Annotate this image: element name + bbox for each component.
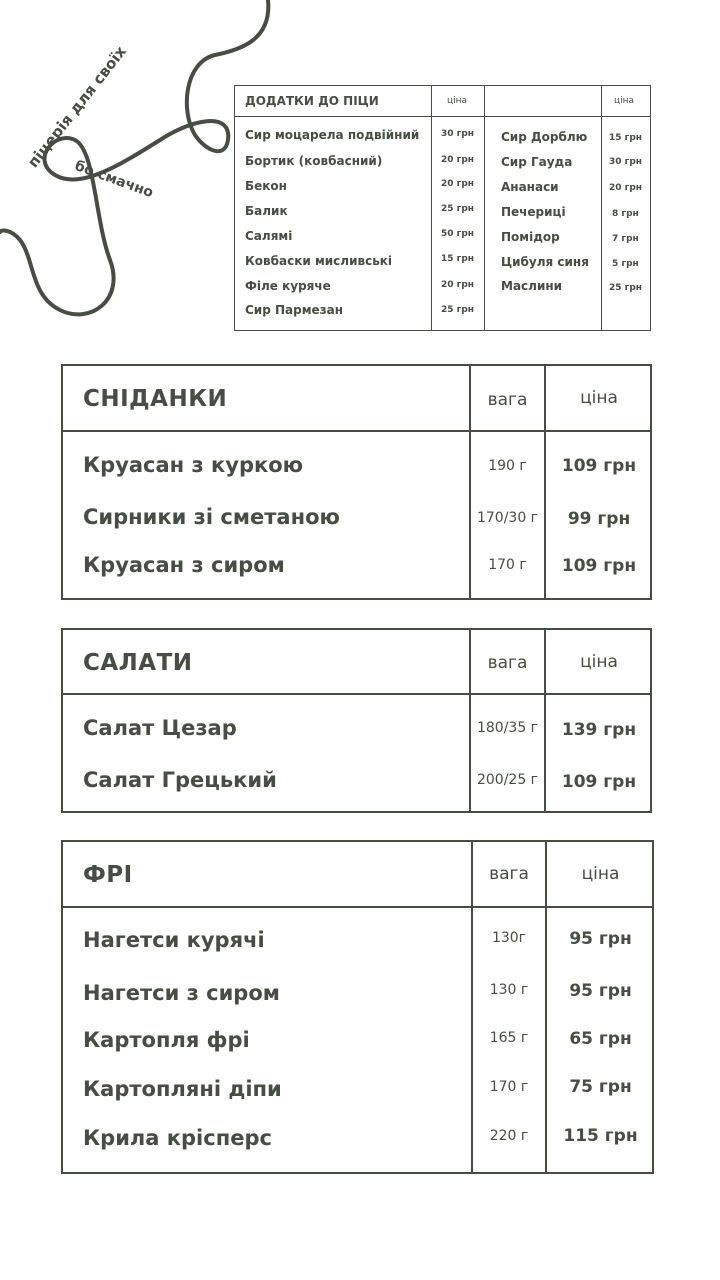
topping-price: 25 грн bbox=[441, 204, 475, 214]
topping-name: Ананаси bbox=[501, 180, 559, 194]
menu-item-price: 95 грн bbox=[569, 929, 632, 949]
topping-price: 15 грн bbox=[609, 133, 643, 143]
topping-name: Маслини bbox=[501, 279, 563, 293]
topping-price: 25 грн bbox=[441, 305, 475, 315]
weight-header: вага bbox=[487, 390, 528, 410]
menu-item-name: Картопляні діпи bbox=[83, 1077, 282, 1101]
topping-name: Сир Гауда bbox=[501, 155, 573, 169]
toppings-price-header: ціна bbox=[614, 96, 635, 106]
topping-price: 20 грн bbox=[609, 183, 643, 193]
divider bbox=[63, 430, 650, 432]
divider bbox=[545, 842, 547, 1172]
menu-item-name: Крила крісперс bbox=[83, 1126, 272, 1150]
menu-item-price: 109 грн bbox=[561, 556, 637, 576]
divider bbox=[484, 86, 485, 330]
topping-name: Сир моцарела подвійний bbox=[245, 128, 420, 142]
topping-name: Помідор bbox=[501, 230, 560, 244]
toppings-price-header: ціна bbox=[447, 96, 468, 106]
toppings-title: ДОДАТКИ ДО ПІЦИ bbox=[245, 94, 379, 108]
menu-item-name: Салат Цезар bbox=[83, 716, 237, 740]
toppings-table bbox=[234, 85, 651, 331]
divider bbox=[431, 86, 432, 330]
menu-item-name: Сирники зі сметаною bbox=[83, 505, 340, 529]
menu-item-price: 99 грн bbox=[567, 509, 631, 529]
menu-item-name: Круасан з куркою bbox=[83, 453, 304, 477]
price-header: ціна bbox=[581, 864, 620, 884]
topping-price: 20 грн bbox=[441, 179, 475, 189]
section-title: ФРІ bbox=[83, 862, 133, 888]
topping-name: Філе куряче bbox=[245, 279, 331, 293]
topping-name: Бортик (ковбасний) bbox=[245, 154, 383, 168]
topping-price: 7 грн bbox=[612, 234, 639, 244]
menu-item-price: 109 грн bbox=[561, 456, 637, 476]
topping-name: Салямі bbox=[245, 229, 293, 243]
section-breakfasts bbox=[61, 364, 652, 600]
menu-item-weight: 130 г bbox=[489, 982, 529, 998]
menu-item-weight: 220 г bbox=[489, 1128, 529, 1144]
topping-name: Ковбаски мисливські bbox=[245, 254, 393, 268]
menu-item-weight: 170 г bbox=[489, 1079, 529, 1095]
section-title: СНІДАНКИ bbox=[83, 386, 228, 412]
topping-price: 30 грн bbox=[441, 129, 475, 139]
topping-price: 30 грн bbox=[609, 157, 643, 167]
section-title: САЛАТИ bbox=[83, 650, 193, 676]
menu-item-price: 75 грн bbox=[569, 1077, 632, 1097]
menu-item-weight: 170 г bbox=[488, 557, 527, 573]
menu-item-weight: 170/30 г bbox=[476, 510, 539, 526]
topping-name: Сир Дорблю bbox=[501, 130, 588, 144]
weight-header: вага bbox=[489, 864, 529, 884]
divider bbox=[471, 842, 473, 1172]
menu-item-name: Картопля фрі bbox=[83, 1028, 250, 1052]
menu-item-name: Круасан з сиром bbox=[83, 553, 285, 577]
topping-price: 20 грн bbox=[441, 155, 475, 165]
topping-name: Бекон bbox=[245, 179, 287, 193]
topping-price: 20 грн bbox=[441, 280, 475, 290]
topping-name: Цибуля синя bbox=[501, 255, 589, 269]
topping-name: Печериці bbox=[501, 205, 566, 219]
divider bbox=[63, 693, 650, 695]
menu-item-price: 139 грн bbox=[561, 720, 637, 740]
price-header: ціна bbox=[580, 388, 618, 408]
topping-price: 50 грн bbox=[441, 229, 475, 239]
topping-name: Балик bbox=[245, 204, 288, 218]
menu-item-weight: 190 г bbox=[488, 458, 527, 474]
section-salads bbox=[61, 628, 652, 813]
menu-item-weight: 180/35 г bbox=[476, 720, 539, 736]
topping-name: Сир Пармезан bbox=[245, 303, 344, 317]
divider bbox=[235, 116, 650, 117]
menu-item-price: 115 грн bbox=[563, 1126, 638, 1146]
brand-tagline: піцерія для своїх bbox=[24, 42, 130, 172]
menu-item-price: 109 грн bbox=[561, 772, 637, 792]
weight-header: вага bbox=[487, 653, 528, 673]
topping-price: 8 грн bbox=[612, 209, 639, 219]
section-fries bbox=[61, 840, 654, 1174]
topping-price: 5 грн bbox=[612, 259, 639, 269]
menu-item-name: Нагетси курячі bbox=[83, 928, 265, 952]
menu-item-weight: 200/25 г bbox=[476, 772, 539, 788]
menu-item-weight: 130г bbox=[491, 930, 527, 946]
menu-item-price: 65 грн bbox=[569, 1029, 632, 1049]
price-header: ціна bbox=[580, 652, 618, 672]
menu-item-name: Салат Грецький bbox=[83, 768, 277, 792]
menu-item-price: 95 грн bbox=[569, 981, 632, 1001]
brand-slogan: бо смачно bbox=[72, 158, 156, 202]
topping-price: 25 грн bbox=[609, 283, 643, 293]
topping-price: 15 грн bbox=[441, 254, 475, 264]
divider bbox=[601, 86, 602, 330]
menu-item-name: Нагетси з сиром bbox=[83, 981, 280, 1005]
divider bbox=[63, 906, 652, 908]
menu-item-weight: 165 г bbox=[489, 1030, 529, 1046]
